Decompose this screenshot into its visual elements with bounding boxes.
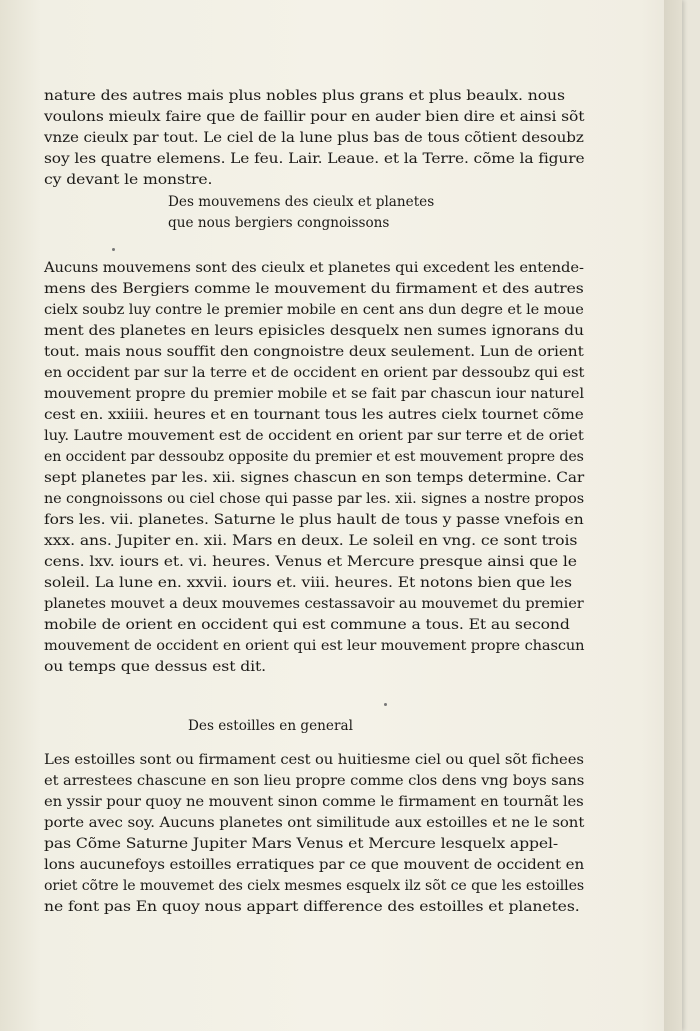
text-line: ne congnoissons ou ciel chose qui passe par les. xii. signes a nostre propos (44, 491, 585, 507)
text-line: soleil. La lune en. xxvii. iours et. viii. heures. Et notons bien que les (44, 575, 572, 591)
paragraph-les-estoilles (44, 750, 584, 918)
text-line: ne font pas En quoy nous appart difference des estoilles et planetes. (44, 899, 580, 915)
text-line: sept planetes par les. xii. signes chascun en son temps determine. Car (44, 470, 585, 486)
text-line: Les estoilles sont ou firmament cest ou huitiesme ciel ou quel sõt fichees (44, 752, 584, 768)
text-line: nature des autres mais plus nobles plus grans et plus beaulx. nous (44, 88, 565, 104)
text-line: oriet cõtre le mouvemet des cielx mesmes esquelx ilz sõt ce que les estoilles (44, 878, 584, 894)
text-line: soy les quatre elemens. Le feu. Lair. Leaue. et la Terre. cõme la figure (44, 151, 585, 167)
text-line: cy devant le monstre. (44, 172, 213, 188)
text-line: en occident par dessoubz opposite du premier et est mouvement propre des (44, 449, 584, 465)
text-line: voulons mieulx faire que de faillir pour en auder bien dire et ainsi sõt (44, 109, 585, 125)
text-line: cens. lxv. iours et. vi. heures. Venus et Mercure presque ainsi que le (44, 554, 577, 570)
text-line: porte avec soy. Aucuns planetes ont similitude aux estoilles et ne le sont (44, 815, 585, 831)
ink-speck (384, 703, 387, 706)
ink-speck (112, 248, 115, 251)
text-line: cest en. xxiiii. heures et en tournant tous les autres cielx tournet cõme (44, 407, 584, 423)
text-line: planetes mouvet a deux mouvemes cestassavoir au mouvemet du premier (44, 596, 584, 612)
page-edge (664, 0, 682, 1031)
paragraph-nature-des-autres (44, 86, 584, 191)
heading-line: Des estoilles en general (188, 718, 353, 734)
heading-line: que nous bergiers congnoissons (168, 215, 390, 231)
heading-line: Des mouvemens des cieulx et planetes (168, 194, 435, 210)
text-line: luy. Lautre mouvement est de occident en orient par sur terre et de oriet (44, 428, 584, 444)
text-line: en yssir pour quoy ne mouvent sinon comme le firmament en tournãt les (44, 794, 584, 810)
section-heading-estoilles (188, 716, 353, 737)
text-line: cielx soubz luy contre le premier mobile en cent ans dun degre et le moue (44, 302, 584, 318)
text-line: et arrestees chascune en son lieu propre comme clos dens vng boys sans (44, 773, 585, 789)
section-heading-mouvemens (168, 192, 434, 234)
text-line: mouvement propre du premier mobile et se fait par chascun iour naturel (44, 386, 584, 402)
text-line: pas Cõme Saturne Jupiter Mars Venus et Mercure lesquelx appel- (44, 836, 559, 852)
text-line: mens des Bergiers comme le mouvement du firmament et des autres (44, 281, 584, 297)
text-line: en occident par sur la terre et de occident en orient par dessoubz qui est (44, 365, 585, 381)
text-line: mouvement de occident en orient qui est leur mouvement propre chascun (44, 638, 585, 654)
text-line: mobile de orient en occident qui est commune a tous. Et au second (44, 617, 570, 633)
text-line: ou temps que dessus est dit. (44, 659, 267, 675)
paragraph-aucuns-mouvemens (44, 258, 584, 678)
text-line: ment des planetes en leurs episicles desquelx nen sumes ignorans du (44, 323, 584, 339)
text-line: tout. mais nous souffit den congnoistre deux seulement. Lun de orient (44, 344, 584, 360)
text-line: lons aucunefoys estoilles erratiques par ce que mouvent de occident en (44, 857, 585, 873)
text-line: Aucuns mouvemens sont des cieulx et planetes qui excedent les entende- (44, 260, 584, 276)
text-line: vnze cieulx par tout. Le ciel de la lune plus bas de tous cõtient desoubz (44, 130, 584, 146)
text-line: fors les. vii. planetes. Saturne le plus hault de tous y passe vnefois en (44, 512, 584, 528)
text-line: xxx. ans. Jupiter en. xii. Mars en deux. Le soleil en vng. ce sont trois (44, 533, 578, 549)
